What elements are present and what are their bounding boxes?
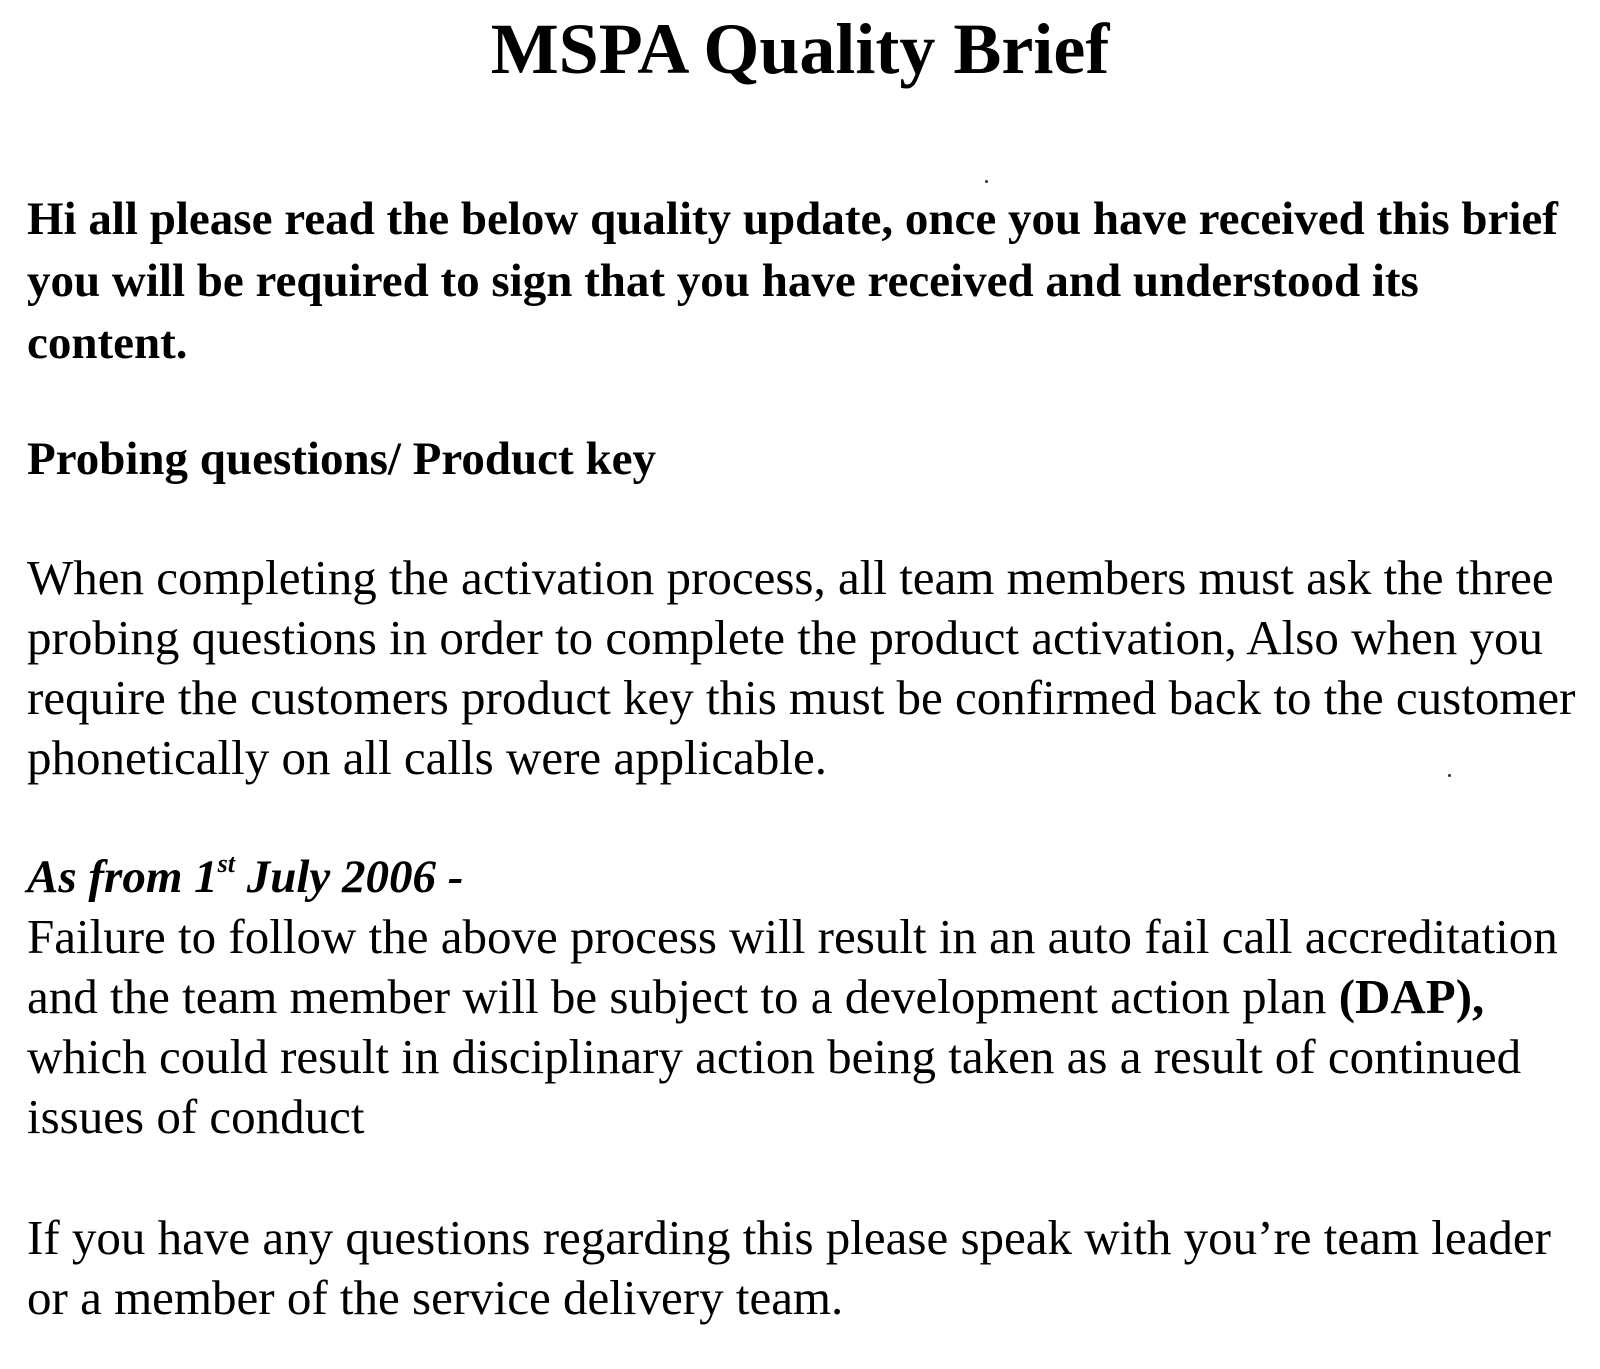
- failure-text-before: Failure to follow the above process will result in an auto fail call accreditation and the team member will be subject to a development action plan: [27, 909, 1558, 1024]
- document-title: MSPA Quality Brief: [490, 9, 1110, 89]
- dap-emphasis: (DAP),: [1338, 969, 1485, 1024]
- intro-paragraph: Hi all please read the below quality update, once you have received this brief you will be required to sign that you have received and understood its content.: [27, 193, 1558, 369]
- scan-speck: [985, 180, 988, 183]
- effective-date-heading: [27, 846, 463, 908]
- failure-paragraph: [27, 907, 1587, 1147]
- effective-date-suffix: July 2006 -: [234, 851, 464, 903]
- section-heading: Probing questions/ Product key: [27, 433, 656, 485]
- effective-date-superscript: st: [217, 849, 235, 878]
- scan-speck: [1448, 774, 1451, 777]
- contact-paragraph: If you have any questions regarding this please speak with you’re team leader or a member of the service delivery team.: [27, 1210, 1551, 1325]
- activation-paragraph: When completing the activation process, all team members must ask the three probing questions in order to complete the product activation, Also when you require the customers product key this must be confirmed back to the customer phonetically on all calls were applicable.: [27, 550, 1576, 785]
- effective-date-prefix: As from 1: [27, 851, 218, 903]
- failure-text-after: which could result in disciplinary action being taken as a result of continued issues of conduct: [27, 1029, 1522, 1144]
